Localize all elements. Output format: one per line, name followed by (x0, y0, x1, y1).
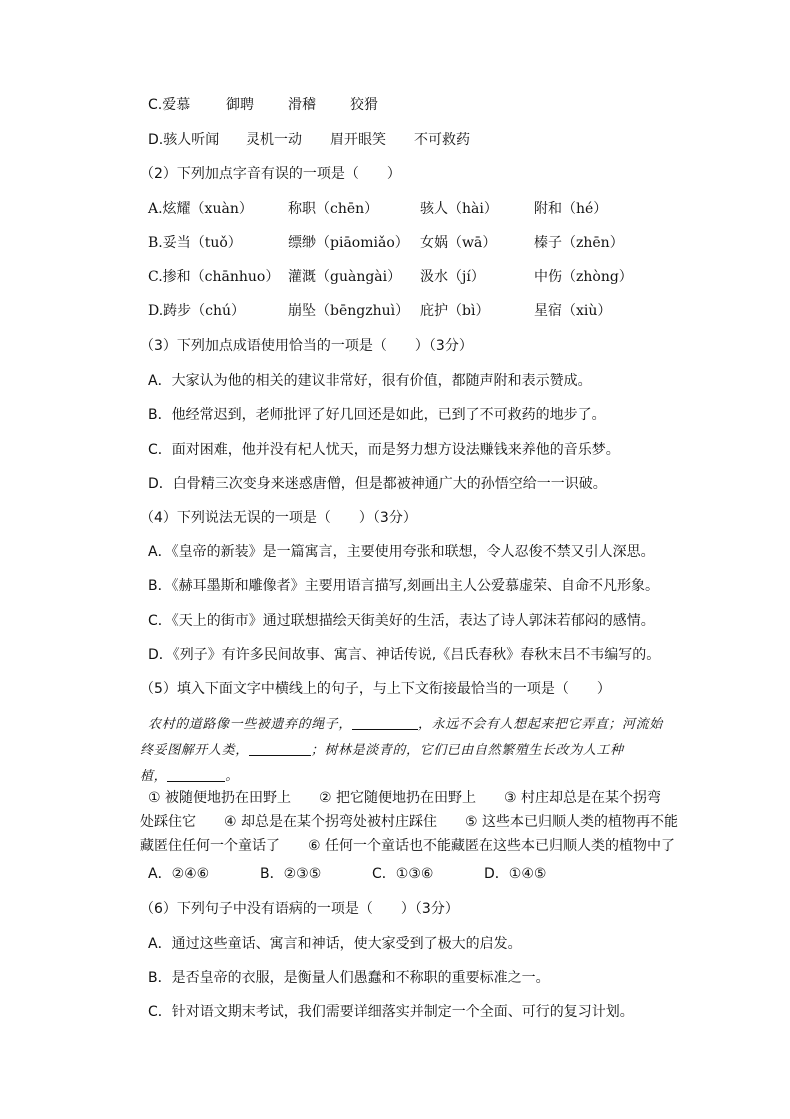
q2-b-1: B.妥当（tuǒ） (148, 235, 242, 251)
q6-stem: （6）下列句子中没有语病的一项是（ ）（3分） (140, 901, 459, 917)
q5-passage-part-5: 植， (140, 769, 168, 784)
q2-c-3: 汲水（jí） (420, 269, 485, 285)
q5-passage-part-4: ；树林是淡青的，它们已由自然繁殖生长改为人工种 (310, 743, 624, 758)
q5-blank-1 (352, 715, 418, 730)
q6-option-a: A．通过这些童话、寓言和神话，使大家受到了极大的启发。 (148, 936, 522, 952)
q5-choice-b: B．②③⑤ (260, 866, 322, 882)
q5-passage-part-1: 农村的道路像一些被遗弃的绳子， (148, 717, 353, 732)
q5-choice-a: A．②④⑥ (148, 866, 210, 882)
q1-d-word-4: 不可救药 (414, 132, 470, 148)
q5-items-line-2: 处踩住它 ④ 却总是在某个拐弯处被村庄踩住 ⑤ 这些本已归顺人类的植物再不能 (140, 814, 678, 830)
q2-a-2: 称职（chēn） (288, 201, 379, 217)
q5-items-line-3: 藏匿住任何一个童话了 ⑥ 任何一个童话也不能藏匿在这些本已归顺人类的植物中了 (140, 838, 675, 854)
q5-choice-d: D．①④⑤ (484, 866, 547, 882)
q2-c-4: 中伤（zhòng） (534, 269, 633, 285)
q1-d-word-2: 灵机一动 (246, 132, 302, 148)
q4-option-d: D．《列子》有许多民间故事、寓言、神话传说,《吕氏春秋》春秋末吕不韦编写的。 (148, 647, 661, 663)
q3-option-a: A．大家认为他的相关的建议非常好，很有价值，都随声附和表示赞成。 (148, 373, 592, 389)
q3-option-c: C．面对困难，他并没有杞人忧天，而是努力想方设法赚钱来养他的音乐梦。 (148, 442, 620, 458)
q5-passage (140, 712, 663, 790)
q1-d-word-3: 眉开眼笑 (330, 132, 386, 148)
q2-b-3: 女娲（wā） (420, 235, 497, 251)
q1-c-word-2: 御聘 (226, 97, 254, 113)
q5-passage-part-2: ，永远不会有人想起来把它弄直；河流始 (418, 717, 663, 732)
q5-items (140, 786, 678, 858)
q2-c-2: 灌溉（guàngài） (288, 269, 402, 285)
q5-items-line-1: ① 被随便地扔在田野上 ② 把它随便地扔在田野上 ③ 村庄却总是在某个拐弯 (148, 790, 662, 806)
q3-option-d: D．白骨精三次变身来迷惑唐僧，但是都被神通广大的孙悟空给一一识破。 (148, 476, 607, 492)
q2-a-3: 骇人（hài） (420, 201, 498, 217)
q5-passage-part-6: 。 (225, 769, 239, 784)
q4-stem: （4）下列说法无误的一项是（ ）（3分） (140, 510, 417, 526)
q6-option-c: C．针对语文期末考试，我们需要详细落实并制定一个全面、可行的复习计划。 (148, 1004, 634, 1020)
q2-a-1: A.炫耀（xuàn） (148, 201, 253, 217)
q3-option-b: B．他经常迟到，老师批评了好几回还是如此，已到了不可救药的地步了。 (148, 407, 606, 423)
q2-d-2: 崩坠（bēngzhuì） (288, 303, 410, 319)
q5-passage-part-3: 终妥图解开人类， (140, 743, 249, 758)
q1-c-label: C.爱慕 (148, 97, 191, 113)
q5-choice-c: C．①③⑥ (372, 866, 434, 882)
q2-c-1: C.掺和（chānhuo） (148, 269, 280, 285)
q2-d-3: 庇护（bì） (420, 303, 490, 319)
q1-d-label: D.骇人听闻 (148, 132, 220, 148)
q2-d-1: D.踌步（chú） (148, 303, 246, 319)
q5-blank-2 (249, 741, 311, 756)
q2-a-4: 附和（hé） (534, 201, 608, 217)
q2-b-4: 榛子（zhēn） (534, 235, 624, 251)
q5-stem: （5）填入下面文字中横线上的句子，与上下文衔接最恰当的一项是（ ） (140, 681, 611, 697)
q6-option-b: B．是否皇帝的衣服，是衡量人们愚蠢和不称职的重要标准之一。 (148, 970, 550, 986)
q4-option-a: A．《皇帝的新装》是一篇寓言，主要使用夸张和联想，令人忍俊不禁又引人深思。 (148, 544, 655, 560)
q2-stem: （2）下列加点字音有误的一项是（ ） (140, 166, 401, 182)
q4-option-c: C．《天上的街市》通过联想描绘天街美好的生活，表达了诗人郭沫若郁闷的感情。 (148, 613, 655, 629)
q2-d-4: 星宿（xiù） (534, 303, 612, 319)
q4-option-b: B．《赫耳墨斯和雕像者》主要用语言描写,刻画出主人公爱慕虚荣、自命不凡形象。 (148, 578, 660, 594)
q2-b-2: 缥缈（piāomiǎo） (288, 235, 409, 251)
q1-c-word-4: 狡猾 (350, 97, 378, 113)
q3-stem: （3）下列加点成语使用恰当的一项是（ ）（3分） (140, 338, 473, 354)
q1-c-word-3: 滑稽 (288, 97, 316, 113)
q5-blank-3 (167, 767, 225, 782)
